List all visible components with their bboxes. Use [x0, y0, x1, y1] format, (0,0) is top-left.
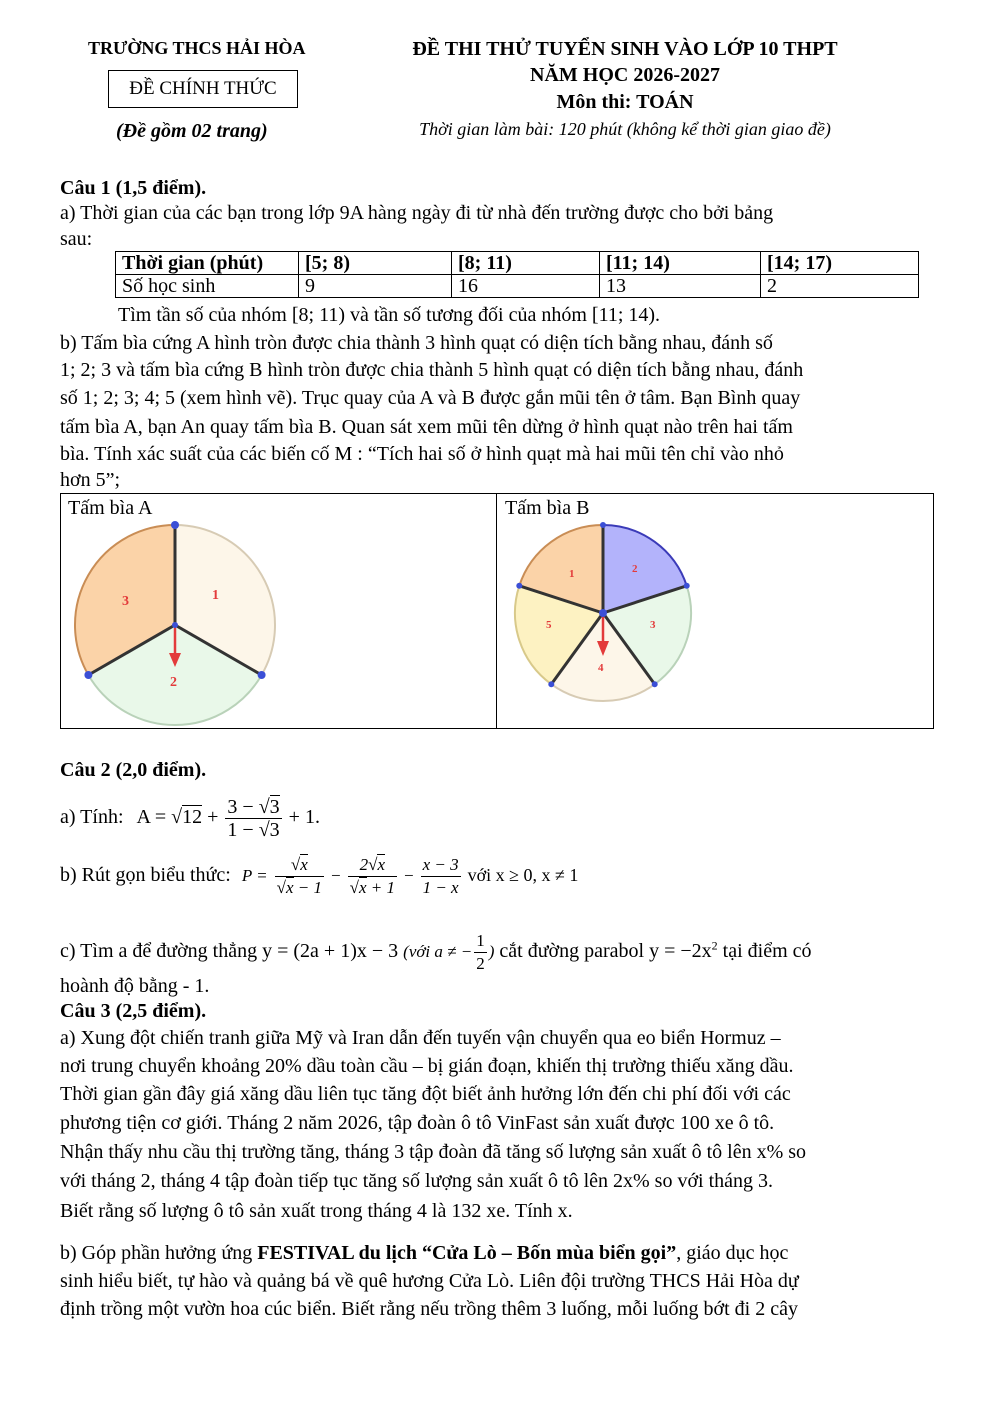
- q2a-fraction: $\frac{3 - √3}{1 - √3}$: [227, 796, 280, 841]
- q1b-line: hơn 5”;: [60, 469, 121, 491]
- q3b-line: định trồng một vườn hoa cúc biển. Biết rằng nếu trồng thêm 3 luống, mỗi luống bớt đi 2 cây: [60, 1298, 798, 1320]
- table-cell: [14; 17): [761, 252, 919, 275]
- frac-den: 1 −: [227, 819, 259, 841]
- q3a-line: Nhận thấy nhu cầu thị trường tăng, tháng 3 tập đoàn đã tăng số lượng sản xuất ô tô lên x% so: [60, 1141, 807, 1163]
- exam-time: Thời gian làm bài: 120 phút (không kể thời gian giao đề): [419, 119, 831, 139]
- frac-num: 1: [474, 930, 487, 953]
- q3-title: Câu 3 (2,5 điểm).: [60, 1000, 207, 1022]
- table-row: [116, 275, 919, 298]
- disk-a-num-3: 3: [122, 594, 129, 609]
- frac-den: − 1: [293, 878, 323, 897]
- frac-den: 1 − x: [422, 878, 459, 897]
- official-stamp: ĐỀ CHÍNH THỨC: [108, 70, 298, 108]
- q2a: a) Tính: A = √12 + $\frac{3 - √3}{1 - √3}$ + 1.: [60, 796, 320, 841]
- frac-num-sqrt: 3: [269, 796, 280, 818]
- table-cell: 13: [600, 275, 761, 298]
- table-cell: Số học sinh: [116, 275, 299, 298]
- table-cell: 16: [452, 275, 600, 298]
- q2a-prefix: a) Tính:: [60, 806, 124, 829]
- q2b-lhs: P =: [241, 866, 268, 886]
- disk-b-num-4: 4: [598, 662, 604, 674]
- q2a-tail: + 1.: [288, 806, 320, 829]
- frac-den-sqrt: x: [358, 878, 367, 897]
- disk-a-num-2: 2: [170, 675, 177, 690]
- q2c-line2: hoành độ bằng - 1.: [60, 975, 210, 997]
- frequency-table: [115, 251, 919, 298]
- q2b-condition: với x ≥ 0, x ≠ 1: [467, 865, 579, 886]
- q2c-text: c) Tìm a để đường thẳng y = (2a + 1)x − 3: [60, 940, 404, 963]
- q3b-line: sinh hiểu biết, tự hào và quảng bá về quê hương Cửa Lò. Liên đội trường THCS Hải Hòa dự: [60, 1270, 799, 1292]
- q2-title: Câu 2 (2,0 điểm).: [60, 759, 207, 781]
- q2c-text: cắt đường parabol y = −2x: [494, 940, 712, 963]
- q3a-line: nơi trung chuyển khoảng 20% dầu toàn cầu – bị gián đoạn, khiến thị trường thiếu xăng dầu.: [60, 1055, 794, 1077]
- q1b-line: tấm bìa A, bạn An quay tấm bìa B. Quan sát xem mũi tên dừng ở hình quạt nào trên hai tấm: [60, 416, 793, 438]
- q2c-text: tại điểm có: [717, 940, 812, 963]
- table-cell: Thời gian (phút): [116, 252, 299, 275]
- frac-den-sqrt: x: [285, 878, 294, 897]
- q2b-fraction-2: $\frac{2√x}{√x + 1}$: [349, 855, 395, 897]
- q3b-text: b) Góp phần hưởng ứng: [60, 1242, 258, 1264]
- disk-b-num-5: 5: [546, 619, 552, 631]
- q2c-line1: [60, 930, 932, 975]
- q2b-fraction-1: $\frac{√x}{√x - 1}$: [276, 855, 323, 897]
- q2b-prefix: b) Rút gọn biểu thức:: [60, 864, 231, 887]
- q2a-sqrt12: 12: [182, 806, 203, 829]
- q2c-condition: (với a ≠ −: [403, 942, 473, 962]
- frac-den-sqrt: 3: [269, 819, 280, 841]
- disk-a-label: Tấm bìa A: [68, 497, 153, 519]
- frac-num: 3 −: [227, 796, 259, 818]
- table-cell: 9: [299, 275, 452, 298]
- frac-num: x − 3: [421, 854, 461, 877]
- disk-b-num-2: 2: [632, 563, 638, 575]
- subject: Môn thi: TOÁN: [556, 91, 694, 113]
- spinner-drawings: [60, 493, 932, 729]
- q2c-half: [474, 930, 487, 975]
- disk-a: [75, 521, 275, 725]
- disk-b: [515, 522, 691, 701]
- q1a-line1: a) Thời gian của các bạn trong lớp 9A hàng ngày đi từ nhà đến trường được cho bởi bảng: [60, 202, 774, 224]
- school-name: TRƯỜNG THCS HẢI HÒA: [88, 38, 306, 58]
- disk-a-num-1: 1: [212, 588, 219, 603]
- table-cell: 2: [761, 275, 919, 298]
- q2b-fraction-3: [421, 854, 461, 899]
- table-cell: [5; 8): [299, 252, 452, 275]
- q1b-line: bìa. Tính xác suất của các biến cố M : “Tích hai số ở hình quạt mà hai mũi tên chỉ vào nhỏ: [60, 443, 784, 465]
- exam-title: ĐỀ THI THỬ TUYỂN SINH VÀO LỚP 10 THPT: [412, 38, 838, 60]
- q3a-line: Biết rằng số lượng ô tô sản xuất trong tháng 4 là 132 xe. Tính x.: [60, 1200, 573, 1222]
- q3b-line1: [60, 1240, 932, 1266]
- q2c-exponent: 2: [711, 938, 718, 953]
- school-year: NĂM HỌC 2026-2027: [530, 64, 720, 86]
- frac-num: 2: [359, 855, 369, 874]
- q3a-line: với tháng 2, tháng 4 tập đoàn tiếp tục tăng số lượng sản xuất ô tô lên 2x% so với tháng 3.: [60, 1170, 774, 1192]
- q1b-line: 1; 2; 3 và tấm bìa cứng B hình tròn được chia thành 5 hình quạt có diện tích bằng nhau, đánh: [60, 359, 804, 381]
- frac-den: + 1: [366, 878, 395, 897]
- q3a-line: a) Xung đột chiến tranh giữa Mỹ và Iran dẫn đến tuyến vận chuyển qua eo biển Hormuz –: [60, 1027, 781, 1049]
- q3b-text: , giáo dục học: [676, 1242, 789, 1264]
- q1a-task: Tìm tần số của nhóm [8; 11) và tần số tương đối của nhóm [11; 14).: [118, 304, 661, 326]
- page-count: (Đề gồm 02 trang): [116, 120, 268, 142]
- q2b: b) Rút gọn biểu thức: P = $\frac{√x}{√x - 1}$ − $\frac{2√x}{√x + 1}$ − $\frac{x - 3}{1 - x}$ với x ≥ 0, x ≠ 1: [60, 855, 579, 897]
- q1b-line: số 1; 2; 3; 4; 5 (xem hình vẽ). Trục quay của A và B được gắn mũi tên ở tâm. Bạn Bình quay: [60, 387, 801, 409]
- q2a-lhs: A =: [136, 806, 167, 829]
- frac-den: 2: [476, 954, 485, 973]
- sqrt-symbol: √: [171, 806, 183, 829]
- disk-b-num-3: 3: [650, 619, 656, 631]
- q3a-line: phương tiện cơ giới. Tháng 2 năm 2026, tập đoàn ô tô VinFast sản xuất được 100 xe ô tô.: [60, 1112, 775, 1134]
- frac-num-sqrt: x: [377, 855, 385, 874]
- table-header-row: [116, 252, 919, 275]
- q1-title: Câu 1 (1,5 điểm).: [60, 177, 207, 199]
- q2c-condition-close: ): [488, 942, 495, 962]
- q3b-festival-name: FESTIVAL du lịch “Cửa Lò – Bốn mùa biển gọi”: [257, 1242, 677, 1264]
- frac-num: x: [300, 855, 308, 874]
- q1a-line2: sau:: [60, 228, 93, 250]
- q3a-line: Thời gian gần đây giá xăng dầu liên tục tăng đột biết ảnh hưởng lớn đến chi phí đối với các: [60, 1083, 791, 1105]
- table-cell: [11; 14): [600, 252, 761, 275]
- q1b-line: b) Tấm bìa cứng A hình tròn được chia thành 3 hình quạt có diện tích bằng nhau, đánh số: [60, 332, 773, 354]
- table-cell: [8; 11): [452, 252, 600, 275]
- disk-b-num-1: 1: [569, 568, 575, 580]
- disk-b-label: Tấm bìa B: [505, 497, 590, 519]
